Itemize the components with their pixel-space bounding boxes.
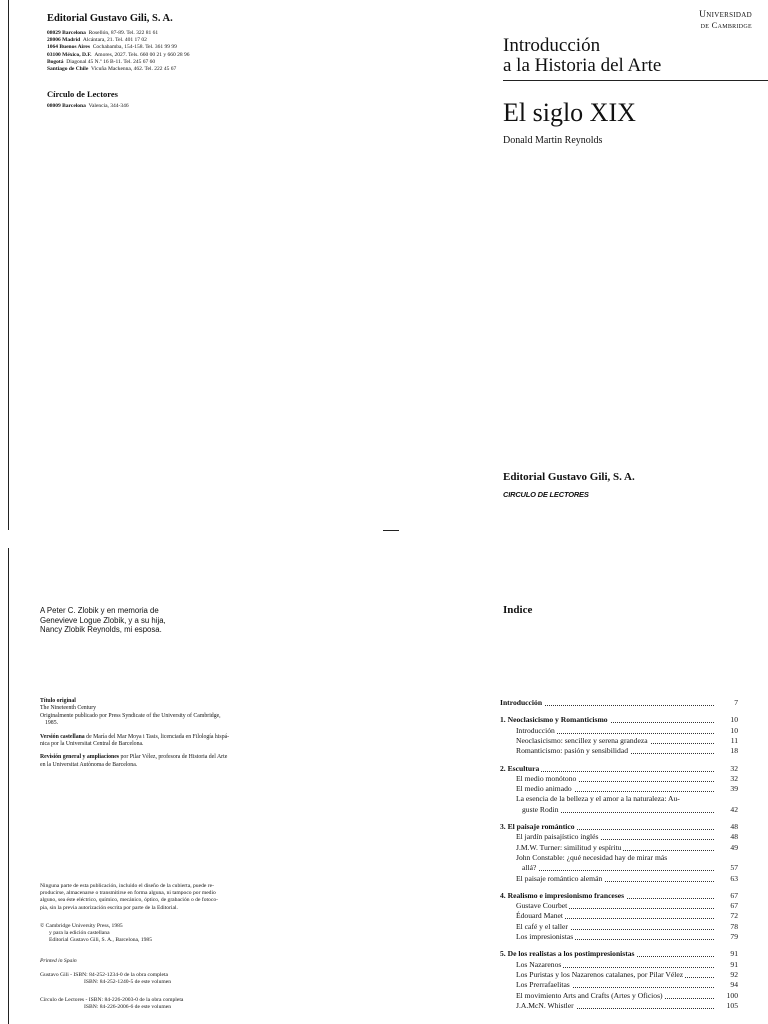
toc-page-number: 100	[726, 990, 738, 1000]
toc-entry-title: J.A.McN. Whistler	[516, 1000, 574, 1010]
dedication-line: A Peter C. Zlobik y en memoria de	[40, 606, 159, 615]
series-rule	[503, 80, 768, 81]
revision-line2: en la Universitat Autònoma de Barcelona.	[40, 761, 138, 768]
revision-line: Revisión general y ampliaciones por Pilar Vélez, profesora de Historia del Arte	[40, 754, 228, 761]
dedication	[40, 606, 166, 635]
toc-entry-title: Romanticismo: pasión y sensibilidad	[516, 746, 629, 756]
toc-page-number: 91	[730, 959, 738, 969]
toc-page-number: 92	[730, 969, 738, 979]
toc-page-number: 79	[730, 932, 738, 941]
toc-entry-title: Introducción	[516, 725, 555, 735]
page-divider	[383, 530, 399, 531]
imprint-logo: CIRCULO DE LECTORES	[503, 490, 589, 499]
isbn-line: Gustavo Gili - ISBN: 84-252-1234-0 de la obra completa	[40, 972, 169, 978]
toc-entry-title: El café y el taller	[516, 921, 568, 931]
isbn-line: Círculo de Lectores - ISBN: 84-226-2003-0 de la obra completa	[40, 997, 184, 1003]
copyright-line: y para la edición castellana	[49, 930, 110, 937]
toc-entry-title: El medio animado	[516, 784, 572, 794]
toc-entry-title: La esencia de la belleza y el amor a la naturaleza: Au-	[516, 794, 680, 804]
original-title: The Nineteenth Century	[40, 705, 97, 712]
toc-leader	[522, 870, 714, 871]
toc-page-number: 48	[730, 832, 738, 842]
toc-entry-title: J.M.W. Turner: similitud y espíritu	[516, 842, 622, 852]
copyright-block	[40, 923, 152, 945]
toc-entry-title: Neoclasicismo: sencillez y serena grandeza	[516, 735, 648, 745]
toc-page-number: 7	[734, 698, 738, 707]
address-line: 03100 México, D.F. Amores, 2027. Tels. 660 00 21 y 660 28 96	[47, 51, 190, 58]
address-list	[47, 30, 189, 73]
address-line: 28006 Madrid Alcántara, 21. Tel. 401 17 02	[47, 37, 147, 44]
toc-entry-title: Los Puristas y los Nazarenos catalanes, por Pilar Vélez	[516, 969, 684, 979]
address-line: Bogotá Diagonal 45 N.º 16 B-11. Tel. 245 67 60	[47, 58, 156, 65]
copyright-line: © Cambridge University Press, 1985	[40, 923, 123, 929]
toc-page-number: 32	[730, 773, 738, 783]
toc-page-number: 94	[730, 980, 738, 990]
rights-line: producirse, almacenarse o transmitirse en forma alguna, ni tampoco por medio	[40, 890, 216, 897]
toc-page-number: 57	[730, 863, 738, 873]
toc-entry-title: Édouard Manet	[516, 911, 564, 921]
toc-page-number: 67	[730, 890, 738, 900]
university-line1: Universidad	[699, 10, 752, 20]
publisher-bottom: Editorial Gustavo Gili, S. A.	[503, 471, 635, 483]
dedication-line: Nancy Zlobik Reynolds, mi esposa.	[40, 625, 162, 634]
university-logo	[660, 10, 752, 30]
isbn-line: ISBN: 84-252-1240-5 de este volumen	[84, 979, 172, 986]
toc-entry-title: El jardín paisajístico inglés	[516, 832, 599, 842]
toc-entry-title: allá?	[522, 863, 537, 873]
copyright-line: Editorial Gustavo Gili, S. A., Barcelona, 1985	[49, 937, 153, 944]
toc-page-number: 78	[730, 921, 738, 931]
address-line: 08029 Barcelona Rosellón, 87-89. Tel. 322 81 61	[47, 30, 159, 36]
spine-line-top	[8, 0, 9, 530]
series-line1: Introducción	[503, 35, 601, 56]
toc-entry-title: Los Nazarenos	[516, 959, 562, 969]
isbn-block-cl	[40, 997, 183, 1011]
book-title: El siglo XIX	[503, 98, 636, 127]
toc-page-number: 91	[730, 949, 738, 959]
toc-page-number: 105	[726, 1000, 738, 1010]
isbn-block-gg	[40, 972, 171, 986]
toc-page-number: 11	[730, 735, 738, 745]
original-year: 1985.	[45, 720, 59, 727]
index-title: Indice	[503, 604, 533, 616]
toc-entry-title: 5. De los realistas a los postimpresionistas	[500, 949, 635, 959]
address-line: 1064 Buenos Aires Cochabamba, 154-158. Tel. 361 99 99	[47, 44, 177, 51]
toc-entry-title: Los Prerrafaelitas	[516, 980, 570, 990]
university-line2: de Cambridge	[700, 20, 752, 30]
toc-entry-title: Introducción	[500, 698, 543, 707]
spine-line-bottom	[8, 548, 9, 1024]
toc-entry-title: John Constable: ¿qué necesidad hay de mirar más	[516, 852, 668, 862]
toc-page-number: 32	[730, 763, 738, 773]
toc-page-number: 18	[730, 746, 738, 756]
circulo-heading: Círculo de Lectores	[47, 89, 118, 99]
version-line: Versión castellana de María del Mar Moya i Tasis, licenciada en Filología hispá-	[40, 733, 230, 740]
rights-line: pia, sin la previa autorización escrita por parte de la Editorial.	[40, 904, 178, 911]
toc-entry-title: guste Rodin	[522, 804, 559, 814]
address-line: Santiago de Chile Vicuña Mackenna, 462. Tel. 222 45 67	[47, 66, 177, 73]
toc-entry-title: El paisaje romántico alemán	[516, 873, 603, 883]
toc-entry-title: Los impresionistas	[516, 932, 574, 941]
toc-entry-title: 2. Escultura	[500, 763, 540, 773]
toc-entry-title: 1. Neoclasicismo y Romanticismo	[500, 715, 608, 725]
original-title-label: Título original	[40, 698, 76, 704]
toc-page-number: 67	[730, 901, 738, 911]
isbn-line: ISBN: 84-226-2006-6 de este volumen	[84, 1004, 172, 1011]
toc-entry-title: 4. Realismo e impresionismo franceses	[500, 890, 625, 900]
toc-page-number: 63	[730, 873, 738, 883]
author: Donald Martin Reynolds	[503, 135, 603, 146]
version-line2: nica por la Universitat Central de Barcelona.	[40, 741, 144, 748]
rights-line: alguno, sea éste eléctrico, químico, mecánico, óptico, de grabación o de fotoco-	[40, 897, 218, 904]
series-line2: a la Historia del Arte	[503, 55, 662, 76]
toc-page-number: 10	[730, 725, 738, 735]
original-publisher: Originalmente publicado por Press Syndicate of the University of Cambridge,	[40, 712, 221, 719]
printed-in-spain: Printed in Spain	[40, 958, 77, 964]
toc-page-number: 39	[730, 784, 738, 794]
rights-line: Ninguna parte de esta publicación, incluido el diseño de la cubierta, puede re-	[40, 883, 214, 889]
toc-entry-title: El movimiento Arts and Crafts (Artes y Oficios)	[516, 990, 663, 1000]
toc-entry-title: 3. El paisaje romántico	[500, 822, 575, 831]
dedication-line: Genevieve Logue Zlobik, y a su hija,	[40, 615, 166, 625]
toc-page-number: 42	[730, 804, 738, 814]
toc-entry-title: Gustave Courbet	[516, 901, 568, 911]
circulo-address: 08009 Barcelona Valencia, 344-346	[47, 103, 129, 109]
toc-page-number: 10	[730, 715, 738, 725]
publisher-heading: Editorial Gustavo Gili, S. A.	[47, 13, 173, 24]
toc-entry-title: El medio monótono	[516, 773, 577, 783]
toc-page-number: 72	[730, 911, 738, 921]
toc-page-number: 49	[730, 842, 738, 852]
credits-block	[40, 698, 340, 769]
rights-notice	[40, 883, 340, 912]
toc-page-number: 48	[730, 822, 738, 831]
